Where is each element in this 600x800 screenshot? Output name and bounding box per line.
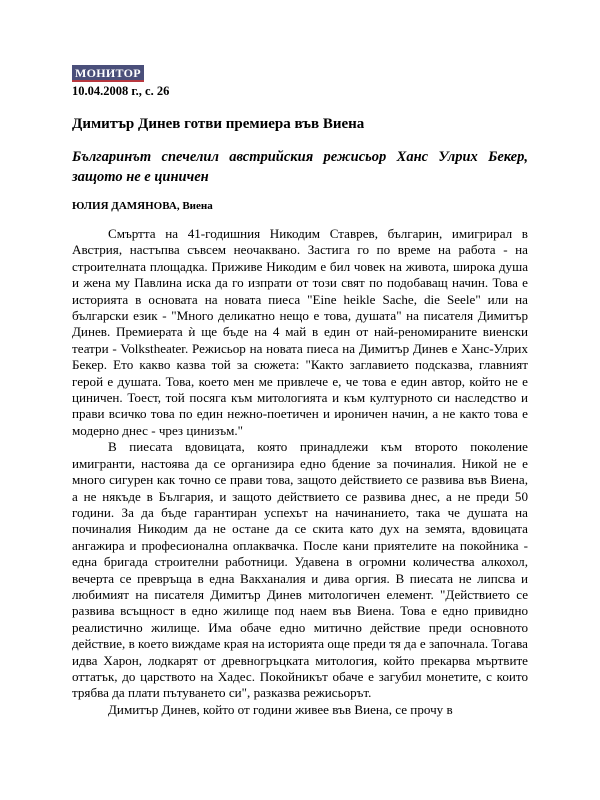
- article-author: ЮЛИЯ ДАМЯНОВА, Виена: [72, 200, 213, 212]
- article-subtitle: Българинът спечелил австрийския режисьор Ханс Улрих Бекер, защото не е циничен: [72, 149, 528, 185]
- paragraph: Смъртта на 41-годишния Никодим Ставрев, българин, имигрирал в Австрия, настъпва съвсем неочаквано. Застига го по време на работа - на строителната площадка. Приживе Никодим е бил човек на живота, широка душа и жена му Павлина иска да го изпрати от този свят по подобаващ начин. Това е историята в основата на новата пиеса "Eine heikle Sache, die Seele" или на български език - "Много деликатно нещо е това, душата" на писателя Димитър Динев. Премиерата ѝ ще бъде на 4 май в един от най-реномираните виенски театри - Volkstheater. Режисьор на новата пиеса на Димитър Динев е Ханс-Улрих Бекер. Ето какво казва той за сюжета: "Както заглавието подсказва, главният герой е душата. Това, което мен ме привлече е, че това е един автор, който не е циничен. Тоест, той посяга към митологията и към културното си наследство и прави всичко това по един нежно-поетичен и ироничен начин, а не както това е модерно днес - чрез цинизъм.": [72, 226, 528, 438]
- monitor-logo: МОНИТОР: [72, 65, 144, 82]
- dateline: 10.04.2008 г., с. 26: [72, 84, 170, 98]
- article-page: [72, 64, 528, 718]
- paragraph: Димитър Динев, който от години живее във Виена, се прочу в: [108, 701, 453, 717]
- article-title: Димитър Динев готви премиера във Виена: [72, 116, 365, 132]
- article-body: [72, 226, 528, 718]
- paragraph: В пиесата вдовицата, която принадлежи към второто поколение имигранти, настоява да се организира едно бдение за починалия. Никой не е много сигурен как точно се прави това, защото действието се развива във Виена, а не някъде в България, и защото действието се развива днес, а не преди 50 години. За да бъде гарантиран успехът на начинанието, така че душата на починалия Никодим да не остане да се скита като дух на земята, вдовицата ангажира и професионална оплаквачка. После кани приятелите на покойника - една бригада строителни работници. Удавена в огромни количества алкохол, вечерта се превръща в една Вакханалия и дива оргия. В пиесата не липсва и любимият на писателя Димитър Динев митологичен елемент. "Действието се развива всъщност в едно жилище под наем във Виена. Това е едно привидно реалистично жилище. Има обаче едно митично действие преди основното действие, в което виждаме края на историята още преди тя да е започнала. Тогава идва Харон, лодкарят от древногръцката митология, който прекарва мъртвите оттатък, до царството на Хадес. Покойникът обаче е загубил монетите, с които трябва да плати пътуването си", разказва режисьорът.: [72, 439, 528, 701]
